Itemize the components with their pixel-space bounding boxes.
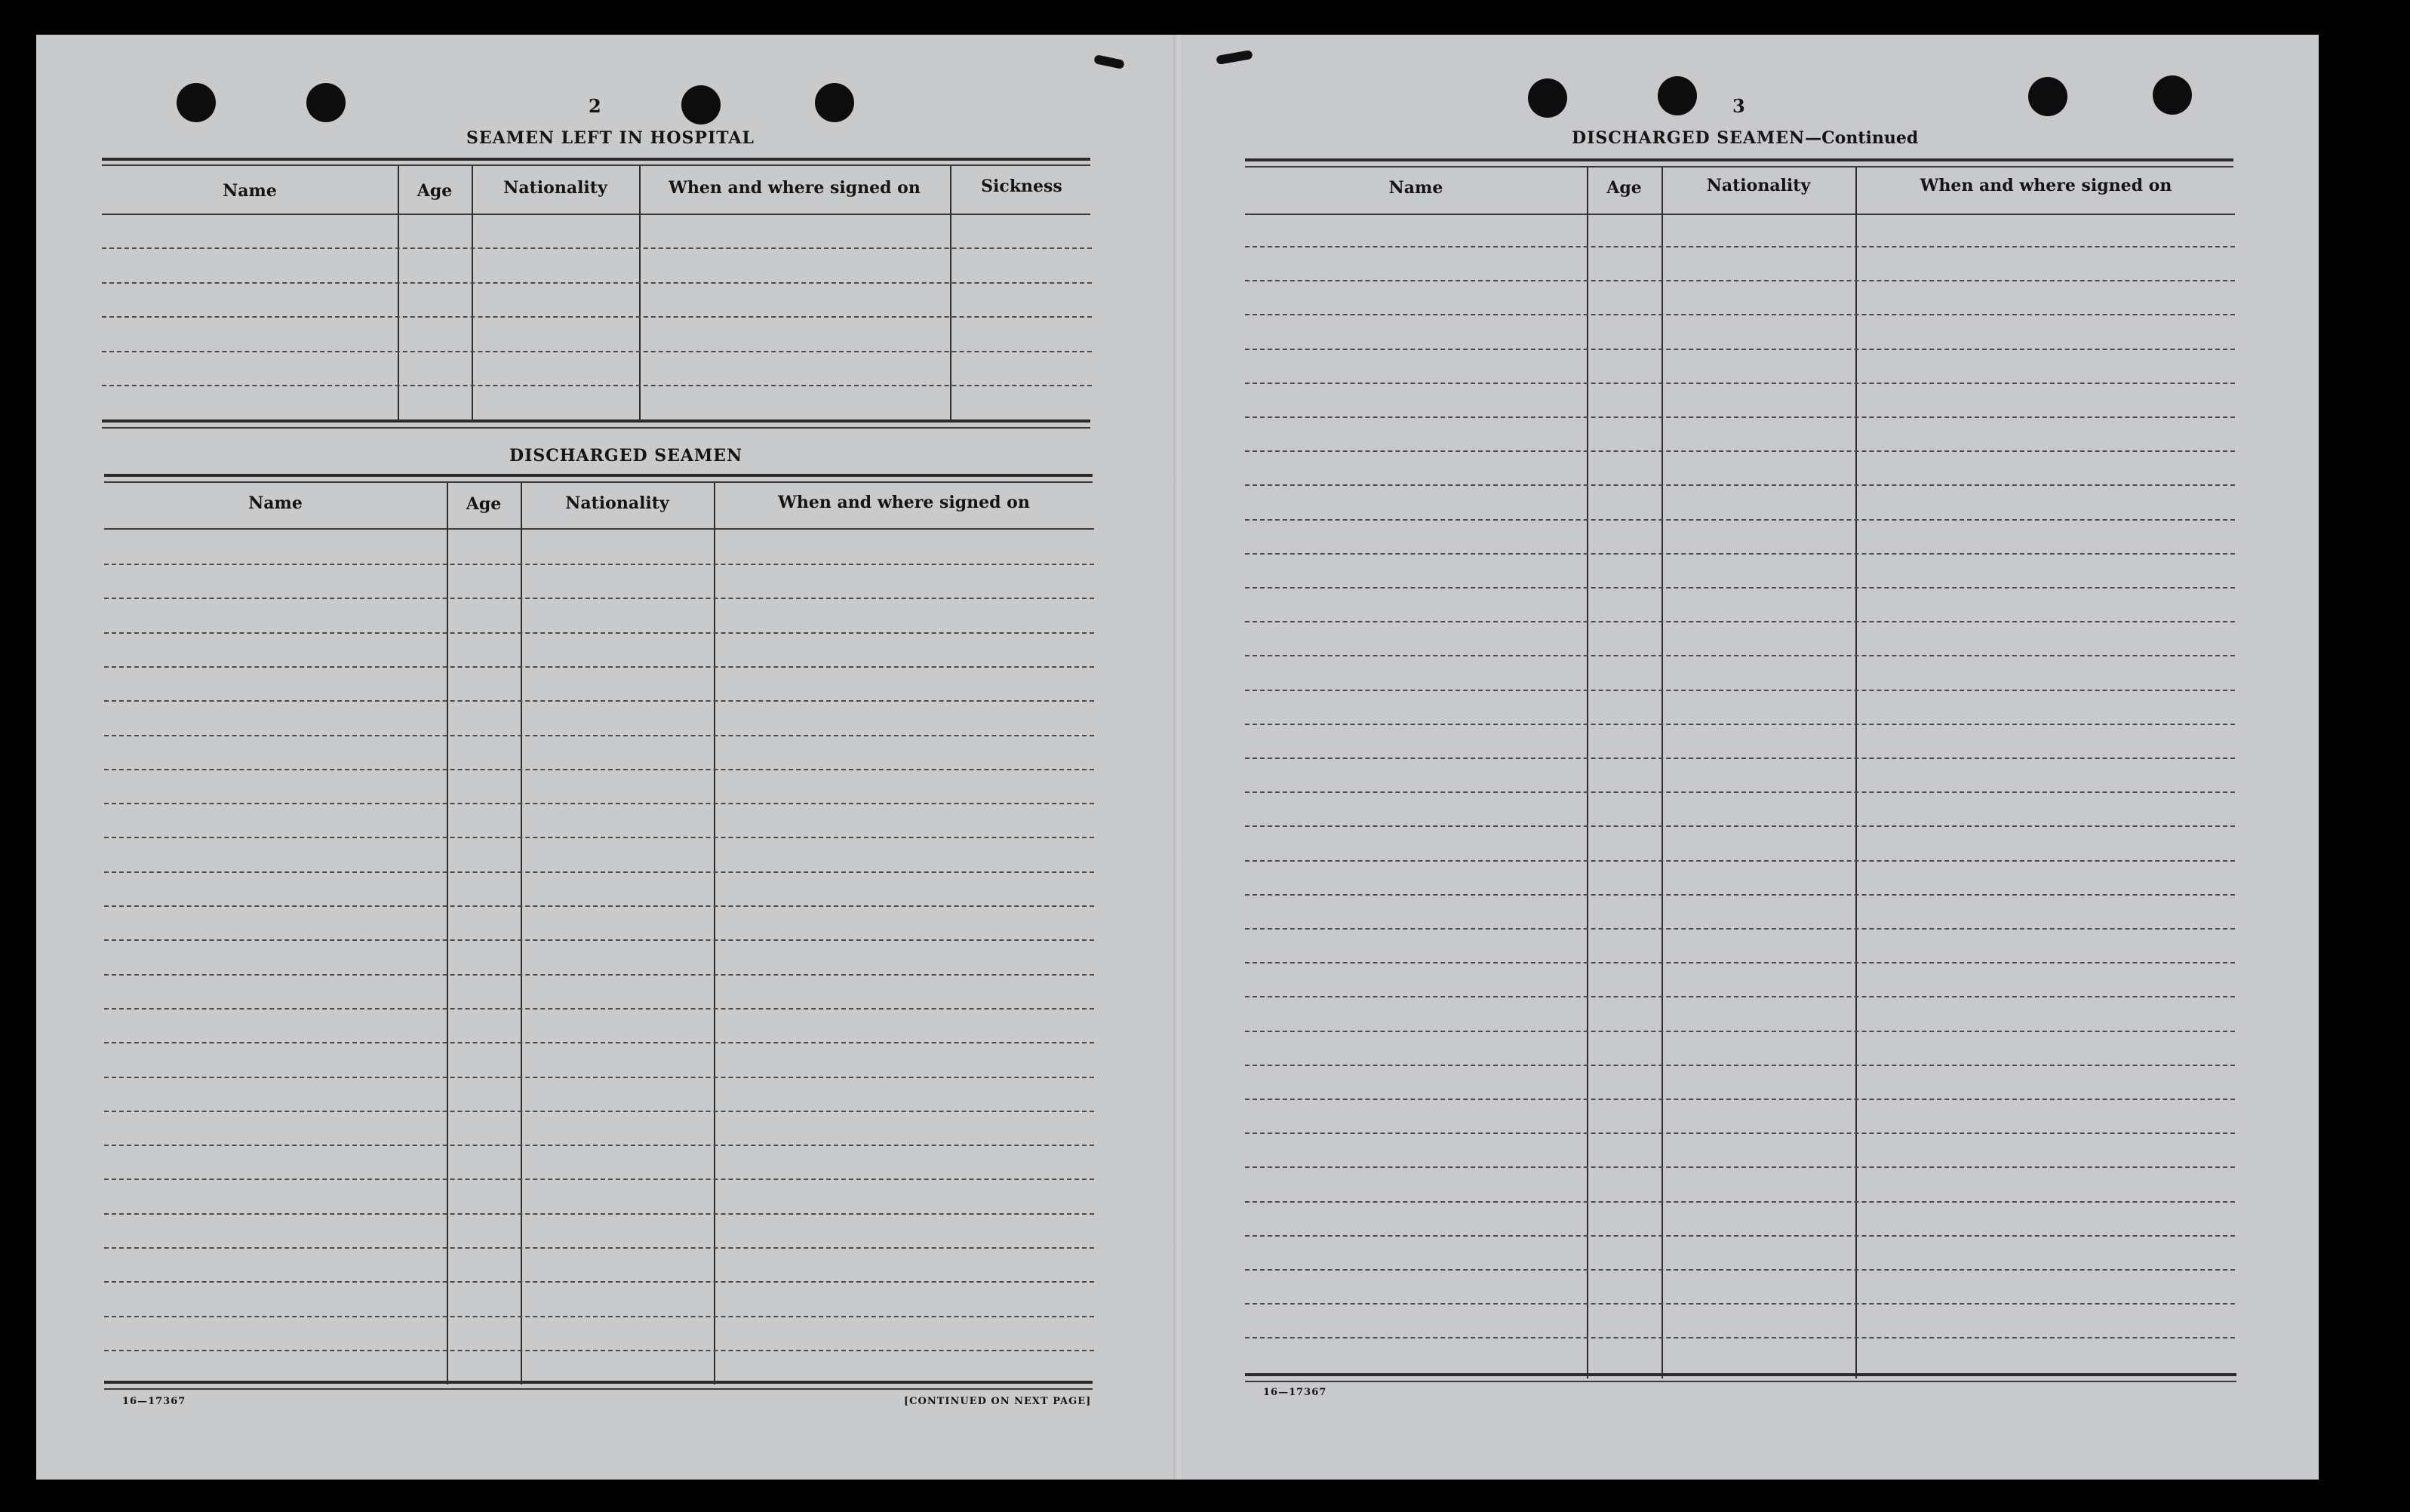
table-row-line	[1245, 928, 2235, 930]
table-row-line	[1245, 587, 2235, 589]
table-bottom-rule	[1245, 1381, 2236, 1382]
table-row-line	[1245, 825, 2235, 827]
table-row-line	[104, 905, 1094, 907]
table-row-line	[1245, 484, 2235, 486]
table-row-line	[104, 666, 1094, 668]
table-row-line	[1245, 383, 2235, 384]
page-number: 2	[589, 95, 601, 117]
table-row-line	[1245, 450, 2235, 452]
column-divider	[714, 483, 715, 1384]
table-row-line	[104, 1179, 1094, 1180]
table-row-line	[1245, 860, 2235, 862]
table-row-line	[1245, 1031, 2235, 1032]
table-bottom-rule	[102, 427, 1090, 429]
punch-hole-icon	[2153, 75, 2192, 115]
table-row-line	[1245, 996, 2235, 997]
continued-note: [CONTINUED ON NEXT PAGE]	[904, 1396, 1092, 1407]
section-title-discharged-continued	[1572, 128, 1918, 148]
table-row-line	[1245, 621, 2235, 622]
table-row-line	[104, 1281, 1094, 1283]
table-bottom-rule	[1245, 1373, 2236, 1376]
table-row-line	[1245, 1132, 2235, 1134]
column-header-name: Name	[1388, 178, 1443, 198]
table-row-line	[104, 1350, 1094, 1351]
column-divider	[447, 483, 448, 1384]
table-top-rule	[104, 481, 1093, 483]
table-row-line	[104, 1145, 1094, 1146]
table-row-line	[1245, 1065, 2235, 1066]
table-row-line	[104, 1042, 1094, 1043]
punch-hole-icon	[1528, 78, 1567, 118]
column-divider	[639, 166, 641, 423]
column-header-age: Age	[466, 494, 502, 514]
page-fold	[1173, 35, 1184, 1480]
column-header-signed-on: When and where signed on	[669, 178, 921, 198]
table-row-line	[104, 598, 1094, 599]
table-row-line	[1245, 1269, 2235, 1271]
punch-hole-icon	[815, 83, 854, 122]
column-divider	[950, 166, 951, 423]
table-row-line	[104, 939, 1094, 941]
table-top-rule	[1245, 166, 2233, 167]
column-divider	[472, 166, 473, 423]
table-top-rule	[102, 164, 1090, 166]
header-bottom-rule	[102, 214, 1090, 215]
table-top-rule	[1245, 158, 2233, 161]
table-row-line	[104, 803, 1094, 804]
table-row-line	[1245, 1303, 2235, 1305]
column-header-name: Name	[223, 181, 277, 201]
table-row-line	[1245, 962, 2235, 963]
section-title-discharged: DISCHARGED SEAMEN	[509, 446, 743, 466]
table-row-line	[1245, 1099, 2235, 1100]
table-row-line	[1245, 280, 2235, 281]
punch-hole-icon	[306, 83, 346, 122]
column-header-age: Age	[417, 181, 453, 201]
column-divider	[521, 483, 522, 1384]
table-row-line	[1245, 553, 2235, 555]
table-row-line	[1245, 894, 2235, 896]
table-row-line	[104, 837, 1094, 838]
table-row-line	[102, 385, 1092, 386]
table-row-line	[104, 632, 1094, 634]
column-header-name: Name	[248, 493, 303, 513]
column-header-signed-on: When and where signed on	[1920, 176, 2172, 195]
title-main: DISCHARGED SEAMEN	[1572, 128, 1806, 148]
column-header-age: Age	[1606, 178, 1642, 198]
table-row-line	[104, 735, 1094, 736]
title-continued: —Continued	[1805, 128, 1919, 148]
table-row-line	[104, 871, 1094, 873]
table-top-rule	[102, 158, 1090, 161]
table-top-rule	[104, 474, 1093, 477]
table-row-line	[1245, 416, 2235, 418]
section-title-hospital: SEAMEN LEFT IN HOSPITAL	[466, 128, 755, 148]
table-row-line	[104, 1213, 1094, 1215]
punch-hole-icon	[681, 85, 721, 124]
table-bottom-rule	[104, 1388, 1093, 1390]
table-row-line	[1245, 519, 2235, 521]
table-row-line	[1245, 758, 2235, 759]
table-row-line	[104, 1111, 1094, 1112]
column-header-nationality: Nationality	[565, 493, 669, 513]
table-row-line	[102, 316, 1092, 318]
column-header-sickness: Sickness	[981, 177, 1062, 196]
table-row-line	[104, 1247, 1094, 1249]
table-row-line	[102, 351, 1092, 352]
table-row-line	[104, 1077, 1094, 1078]
table-row-line	[1245, 1337, 2235, 1338]
table-row-line	[104, 1316, 1094, 1317]
table-row-line	[1245, 791, 2235, 793]
header-bottom-rule	[104, 528, 1094, 530]
left-page	[36, 35, 1179, 1480]
column-header-nationality: Nationality	[1706, 176, 1811, 195]
punch-hole-icon	[2028, 77, 2067, 116]
table-row-line	[104, 564, 1094, 565]
table-row-line	[1245, 246, 2235, 247]
table-row-line	[102, 282, 1092, 284]
table-row-line	[1245, 690, 2235, 691]
table-row-line	[1245, 724, 2235, 725]
table-row-line	[104, 974, 1094, 976]
table-row-line	[104, 769, 1094, 770]
table-row-line	[1245, 1201, 2235, 1203]
punch-hole-icon	[1658, 76, 1697, 115]
table-row-line	[104, 1008, 1094, 1010]
table-row-line	[1245, 349, 2235, 350]
form-number: 16—17367	[122, 1396, 186, 1407]
table-row-line	[1245, 314, 2235, 315]
table-row-line	[1245, 1166, 2235, 1168]
column-header-signed-on: When and where signed on	[778, 493, 1030, 512]
column-header-nationality: Nationality	[503, 178, 607, 198]
table-row-line	[104, 700, 1094, 702]
table-row-line	[1245, 655, 2235, 656]
punch-hole-icon	[177, 83, 216, 122]
form-number: 16—17367	[1263, 1387, 1327, 1398]
page-number: 3	[1732, 95, 1745, 117]
column-divider	[398, 166, 399, 423]
table-bottom-rule	[102, 419, 1090, 423]
table-row-line	[1245, 1235, 2235, 1237]
table-row-line	[102, 247, 1092, 249]
header-bottom-rule	[1245, 214, 2235, 215]
table-bottom-rule	[104, 1381, 1093, 1384]
